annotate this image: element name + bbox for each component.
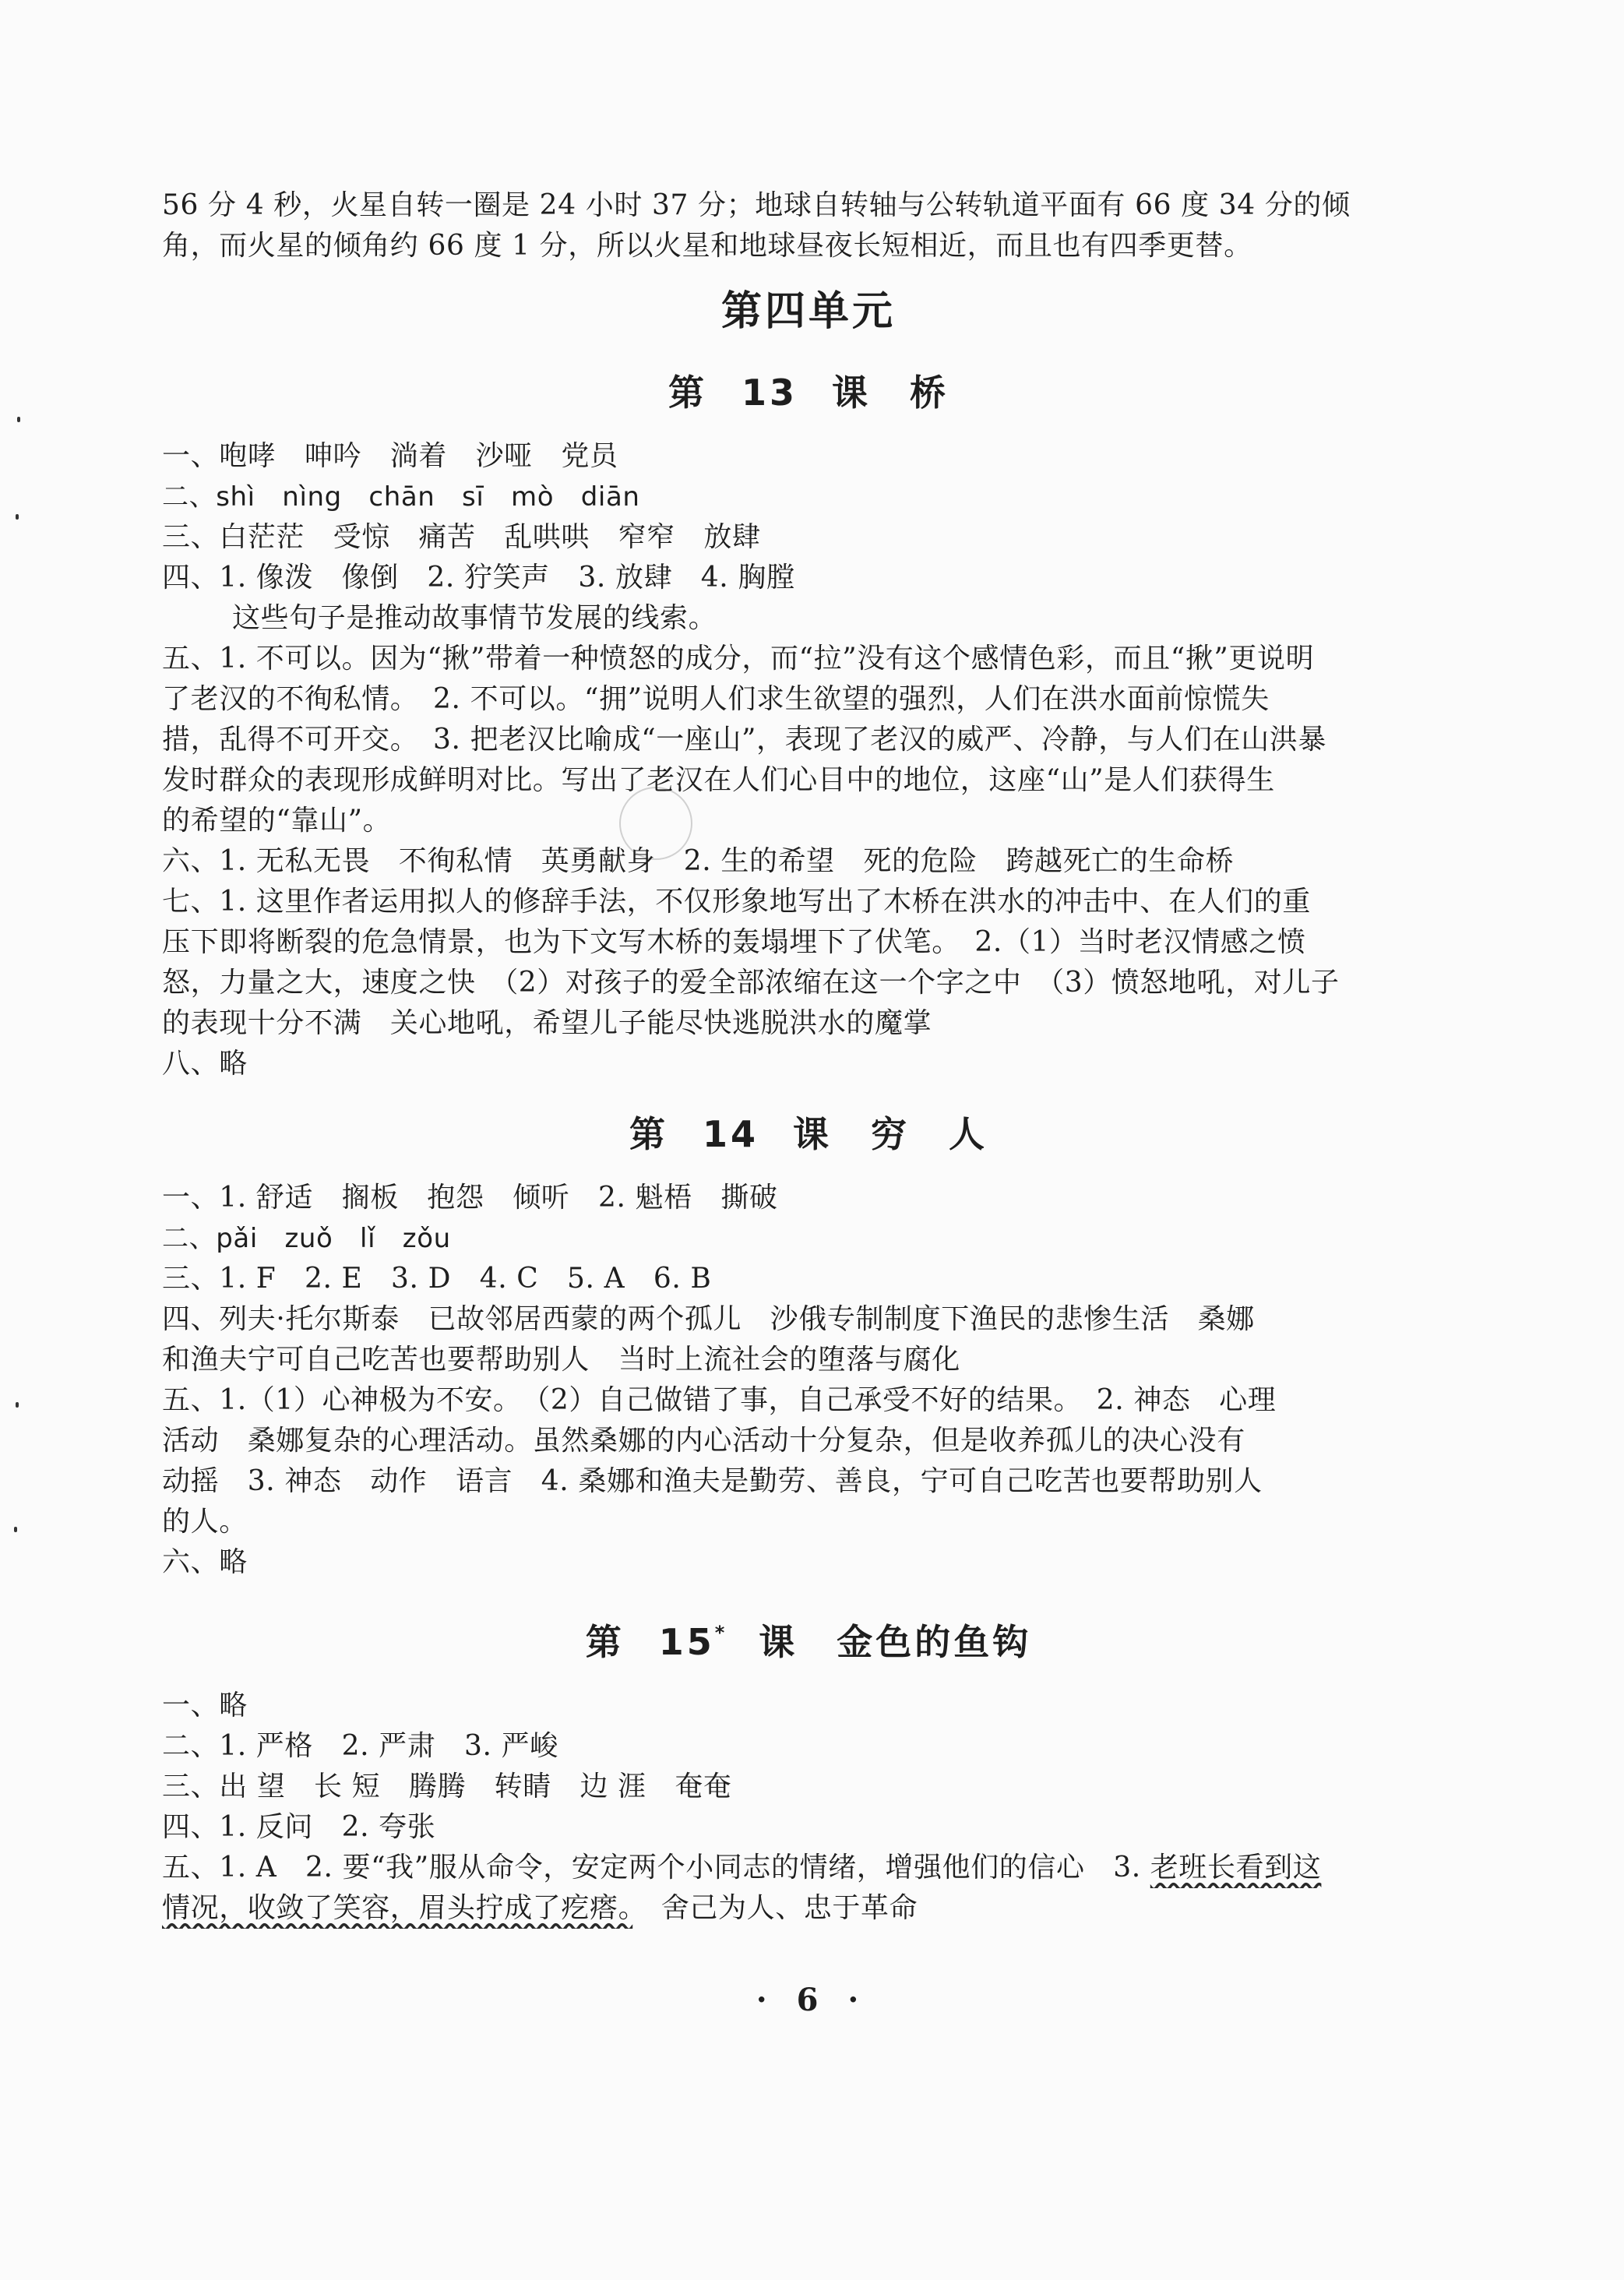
answer-line: 动摇 3. 神态 动作 语言 4. 桑娜和渔夫是勤劳、善良，宁可自己吃苦也要帮助别人 [162, 1465, 1263, 1497]
margin-speck [14, 1527, 17, 1532]
answer-text: 舍己为人、忠于革命 [632, 1892, 918, 1924]
text-line: 角，而火星的倾角约 66 度 1 分，所以火星和地球昼夜长短相近，而且也有四季更替。 [162, 230, 1252, 262]
answer-line: 五、1.（1）心神极为不安。 （2）自己做错了事，自己承受不好的结果。 2. 神态 心理 [162, 1384, 1277, 1416]
lesson-name: 课 金色的鱼钩 [759, 1621, 1032, 1663]
answer-line: 和渔夫宁可自己吃苦也要帮助别人 当时上流社会的堕落与腐化 [162, 1344, 960, 1376]
margin-speck [16, 514, 19, 520]
answer-line: 发时群众的表现形成鲜明对比。写出了老汉在人们心目中的地位，这座“山”是人们获得生 [162, 764, 1275, 796]
answer-line: 三、白茫茫 受惊 痛苦 乱哄哄 窄窄 放肆 [162, 521, 761, 553]
answer-line: 的人。 [162, 1506, 248, 1538]
intro-paragraph [162, 185, 1455, 266]
page-number: · 6 · [756, 1982, 868, 2018]
answer-line [162, 1848, 1455, 1888]
answer-line: 三、1. F 2. E 3. D 4. C 5. A 6. B [162, 1263, 712, 1295]
lesson-title [162, 1605, 1455, 1670]
answer-content [162, 185, 1455, 1929]
answer-line: 八、略 [162, 1048, 248, 1080]
text-line: 56 分 4 秒，火星自转一圈是 24 小时 37 分；地球自转轴与公转轨道平面有 66 度 34 分的倾 [162, 189, 1351, 221]
answer-line: 三、出 望 长 短 腾腾 转睛 边 涯 奄奄 [162, 1771, 732, 1803]
unit-title: 第四单元 [720, 288, 896, 335]
answer-line: 四、列夫·托尔斯泰 已故邻居西蒙的两个孤儿 沙俄专制制度下渔民的悲惨生活 桑娜 [162, 1303, 1255, 1335]
answer-line: 这些句子是推动故事情节发展的线索。 [232, 602, 717, 634]
lesson-title: 第 14 课 穷 人 [629, 1113, 988, 1155]
answer-line: 一、略 [162, 1690, 248, 1721]
answer-line: 措，乱得不可开交。 3. 把老汉比喻成“一座山”，表现了老汉的威严、冷静，与人们在山洪暴 [162, 724, 1326, 756]
margin-speck [17, 417, 20, 422]
answer-line [162, 1888, 1455, 1929]
answer-line: 的表现十分不满 关心地吼，希望儿子能尽快逃脱洪水的魔掌 [162, 1007, 932, 1039]
answer-line: 四、1. 像泼 像倒 2. 狞笑声 3. 放肆 4. 胸膛 [162, 562, 795, 594]
lesson-13-section [162, 365, 1455, 1084]
answer-line: 一、咆哮 呻吟 淌着 沙哑 党员 [162, 440, 618, 472]
lesson-number: 第 15 [585, 1621, 715, 1663]
optional-lesson-mark: * [714, 1622, 725, 1644]
answer-line: 了老汉的不徇私情。 2. 不可以。“拥”说明人们求生欲望的强烈，人们在洪水面前惊慌失 [162, 683, 1270, 715]
answer-line: 二、1. 严格 2. 严肃 3. 严峻 [162, 1730, 558, 1762]
answer-line: 四、1. 反问 2. 夸张 [162, 1811, 436, 1843]
wavy-underlined-text: 情况，收敛了笑容，眉头拧成了疙瘩。 [162, 1892, 633, 1924]
lesson-title: 第 13 课 桥 [668, 372, 949, 414]
answer-line: 六、1. 无私无畏 不徇私情 英勇献身 2. 生的希望 死的危险 跨越死亡的生命桥 [162, 845, 1235, 877]
pinyin-answer-line: 二、shì nìng chān sī mò diān [162, 481, 640, 513]
answer-line: 活动 桑娜复杂的心理活动。虽然桑娜的内心活动十分复杂，但是收养孤儿的决心没有 [162, 1425, 1245, 1457]
answer-line: 五、1. 不可以。因为“揪”带着一种愤怒的成分，而“拉”没有这个感情色彩，而且“揪”更说明 [162, 643, 1315, 675]
pinyin-answer-line: 二、pǎi zuǒ lǐ zǒu [162, 1223, 451, 1254]
answer-line: 的希望的“靠山”。 [162, 805, 392, 837]
wavy-underlined-text: 老班长看到这 [1150, 1852, 1322, 1884]
answer-text: 五、1. A 2. 要“我”服从命令，安定两个小同志的情绪，增强他们的信心 3. [162, 1852, 1150, 1884]
margin-speck [16, 1402, 19, 1408]
answer-line: 六、略 [162, 1546, 248, 1578]
lesson-15-section [162, 1605, 1455, 1929]
lesson-14-section [162, 1106, 1455, 1583]
answer-line: 七、1. 这里作者运用拟人的修辞手法，不仅形象地写出了木桥在洪水的冲击中、在人们的重 [162, 886, 1311, 918]
answer-line: 压下即将断裂的危急情景，也为下文写木桥的轰塌埋下了伏笔。 2.（1）当时老汉情感之愤 [162, 926, 1306, 958]
answer-line: 一、1. 舒适 搁板 抱怨 倾听 2. 魁梧 撕破 [162, 1182, 778, 1214]
answer-line: 怒，力量之大，速度之快 （2）对孩子的爱全部浓缩在这一个字之中 （3）愤怒地吼，对儿子 [162, 967, 1340, 999]
